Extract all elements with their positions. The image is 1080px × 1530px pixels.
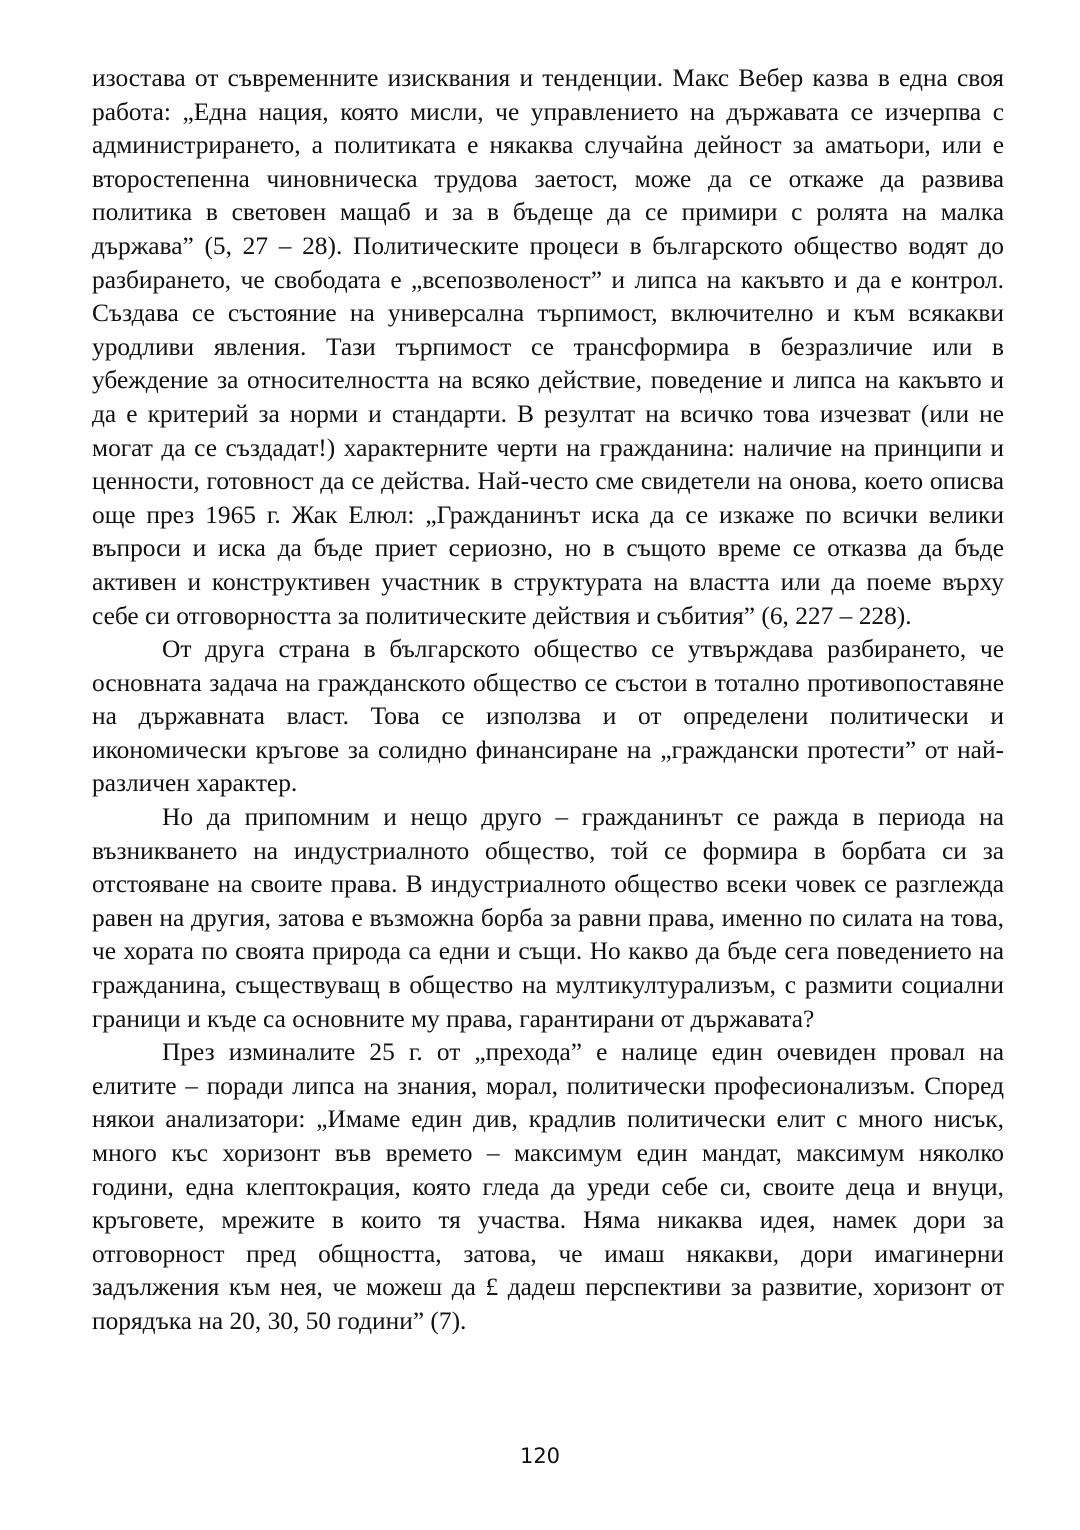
document-body <box>92 62 1004 1339</box>
paragraph: От друга страна в българското общество се утвърждава разбирането, че основната задача на гражданското общество се състои в тотално противопоставяне на държавната власт. Това се използва и от определени политически и икономически кръгове за солидно финансиране на „граждански протести” от най-различен характер. <box>92 635 1004 798</box>
page-number: 120 <box>519 1444 561 1468</box>
paragraph: изостава от съвременните изисквания и тенденции. Макс Вебер казва в една своя работа: „Една нация, която мисли, че управлението на държавата се изчерпва с администрирането, а политиката е някаква случайна дейност за аматьори, или е второстепенна чиновническа трудова заетост, може да се откаже да развива политика в световен мащаб и за в бъдеще да се примири с ролята на малка държава” (5, 27 – 28). Политическите процеси в българското общество водят до разбирането, че свободата е „всепозволеност” и липса на какъвто и да е контрол. Създава се състояние на универсална търпимост, включително и към всякакви уродливи явления. Тази търпимост се трансформира в безразличие или в убеждение за относителността на всяко действие, поведение и липса на какъвто и да е критерий за норми и стандарти. В резултат на всичко това изчезват (или не могат да се създадат!) характерните черти на гражданина: наличие на принципи и ценности, готовност да се действа. Най-често сме свидетели на онова, което описва още през 1965 г. Жак Елюл: „Гражданинът иска да се изкаже по всички велики въпроси и иска да бъде приет сериозно, но в същото време се отказва да бъде активен и конструктивен участник в структурата на властта или да поеме върху себе си отговорността за политическите действия и събития” (6, 227 – 228). <box>92 64 1004 630</box>
paragraph: През изминалите 25 г. от „прехода” е налице един очевиден провал на елитите – поради липса на знания, морал, политически професионализъм. Според някои анализатори: „Имаме един див, крадлив политически елит с много нисък, много къс хоризонт във времето – максимум един мандат, максимум няколко години, една клептокрация, която гледа да уреди себе си, своите деца и внуци, кръговете, мрежите в които тя участва. Няма никаква идея, намек дори за отговорност пред общността, затова, че имаш някакви, дори имагинерни задължения към нея, че можеш да £ дадеш перспективи за развитие, хоризонт от порядъка на 20, 30, 50 години” (7). <box>92 1038 1004 1335</box>
paragraph: Но да припомним и нещо друго – гражданинът се ражда в периода на възникването на индустриалното общество, той се формира в борбата си за отстояване на своите права. В индустриалното общество всеки човек се разглежда равен на другия, затова е възможна борба за равни права, именно по силата на това, че хората по своята природа са едни и същи. Но какво да бъде сега поведението на гражданина, съществуващ в общество на мултикултурализъм, с размити социални граници и къде са основните му права, гарантирани от държавата? <box>92 803 1004 1033</box>
